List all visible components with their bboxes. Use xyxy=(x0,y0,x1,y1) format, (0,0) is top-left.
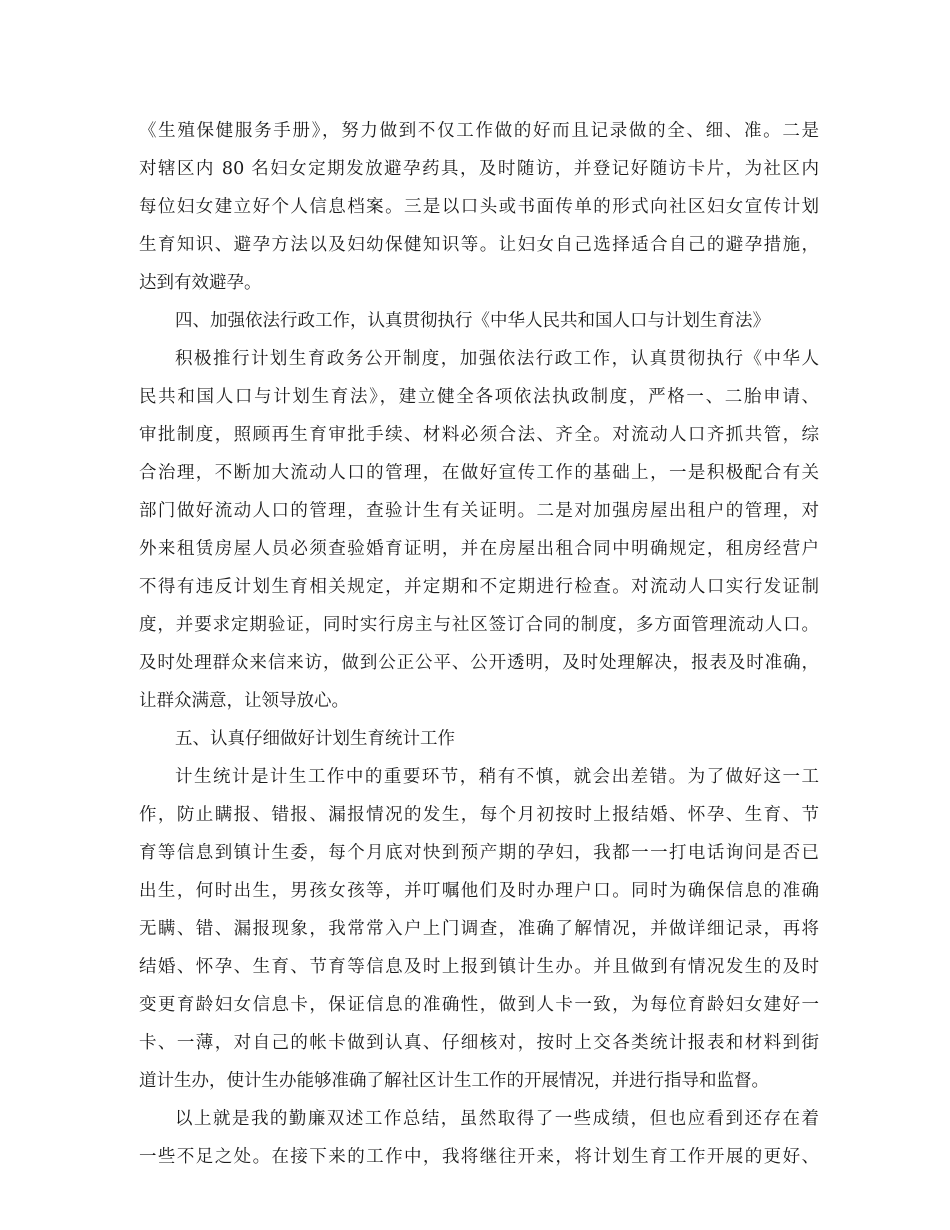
text-line: 育等信息到镇计生委，每个月底对快到预产期的孕妇，我都一一打电话询问是否已 xyxy=(139,843,819,863)
text-line: 积极推行计划生育政务公开制度，加强依法行政工作，认真贯彻执行《中华人 xyxy=(175,349,819,369)
text-line: 每位妇女建立好个人信息档案。三是以口头或书面传单的形式向社区妇女宣传计划 xyxy=(139,197,819,217)
text-line: 及时处理群众来信来访，做到公正公平、公开透明，及时处理解决，报表及时准确， xyxy=(139,653,819,673)
text-line: 审批制度，照顾再生育审批手续、材料必须合法、齐全。对流动人口齐抓共管，综 xyxy=(139,425,819,445)
text-line: 四、加强依法行政工作，认真贯彻执行《中华人民共和国人口与计划生育法》 xyxy=(175,311,770,331)
text-line: 五、认真仔细做好计划生育统计工作 xyxy=(175,729,455,749)
text-line: 卡、一薄，对自己的帐卡做到认真、仔细核对，按时上交各类统计报表和材料到街 xyxy=(139,1033,819,1053)
text-line: 无瞒、错、漏报现象，我常常入户上门调查，准确了解情况，并做详细记录，再将 xyxy=(139,919,819,939)
text-line: 让群众满意，让领导放心。 xyxy=(139,691,349,711)
text-line: 《生殖保健服务手册》，努力做到不仅工作做的好而且记录做的全、细、准。二是 xyxy=(139,121,819,141)
text-line: 以上就是我的勤廉双述工作总结，虽然取得了一些成绩，但也应看到还存在着 xyxy=(175,1109,819,1129)
text-line: 对辖区内 80 名妇女定期发放避孕药具，及时随访，并登记好随访卡片，为社区内 xyxy=(139,159,819,179)
text-line: 作，防止瞒报、错报、漏报情况的发生，每个月初按时上报结婚、怀孕、生育、节 xyxy=(139,805,819,825)
text-line: 民共和国人口与计划生育法》，建立健全各项依法执政制度，严格一、二胎申请、 xyxy=(139,387,819,407)
text-line: 计生统计是计生工作中的重要环节，稍有不慎，就会出差错。为了做好这一工 xyxy=(175,767,819,787)
text-line: 道计生办，使计生办能够准确了解社区计生工作的开展情况，并进行指导和监督。 xyxy=(139,1071,769,1091)
text-line: 合治理，不断加大流动人口的管理，在做好宣传工作的基础上，一是积极配合有关 xyxy=(139,463,819,483)
text-line: 变更育龄妇女信息卡，保证信息的准确性，做到人卡一致，为每位育龄妇女建好一 xyxy=(139,995,819,1015)
document-body xyxy=(139,112,819,1176)
text-line: 结婚、怀孕、生育、节育等信息及时上报到镇计生办。并且做到有情况发生的及时 xyxy=(139,957,819,977)
text-line: 出生，何时出生，男孩女孩等，并叮嘱他们及时办理户口。同时为确保信息的准确 xyxy=(139,881,819,901)
text-line: 不得有违反计划生育相关规定，并定期和不定期进行检查。对流动人口实行发证制 xyxy=(139,577,819,597)
text-line: 一些不足之处。在接下来的工作中，我将继往开来，将计划生育工作开展的更好、 xyxy=(139,1147,819,1167)
text-line: 生育知识、避孕方法以及妇幼保健知识等。让妇女自己选择适合自己的避孕措施， xyxy=(139,235,819,255)
text-line: 达到有效避孕。 xyxy=(139,273,262,293)
text-line: 外来租赁房屋人员必须查验婚育证明，并在房屋出租合同中明确规定，租房经营户 xyxy=(139,539,819,559)
text-line: 部门做好流动人口的管理，查验计生有关证明。二是对加强房屋出租户的管理，对 xyxy=(139,501,819,521)
text-line: 度，并要求定期验证，同时实行房主与社区签订合同的制度，多方面管理流动人口。 xyxy=(139,615,819,635)
